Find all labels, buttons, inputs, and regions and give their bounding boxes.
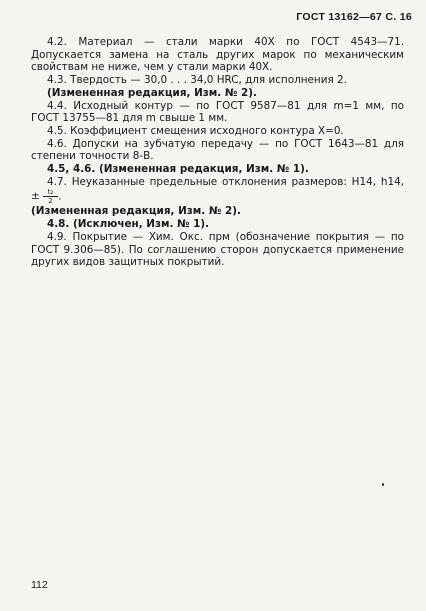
clause-4-3: 4.3. Твердость — 30,0 . . . 34,0 HRC, для исполнения 2. xyxy=(47,74,347,87)
clause-4-6: 4.6. Допуски на зубчатую передачу — по ГОСТ 1643—81 для xyxy=(47,137,404,150)
clause-4-6-line-2: степени точности 8-В. xyxy=(31,150,154,163)
amendment-note-3: (Измененная редакция, Изм. № 2). xyxy=(31,205,241,218)
clause-4-9-line-2: ГОСТ 9.306—85). По соглашению сторон допускается применение xyxy=(31,243,404,256)
clause-4-2-line-2: Допускается замена на сталь других марок по механическим xyxy=(31,48,404,61)
document-body xyxy=(31,36,404,269)
amendment-note-2: 4.5, 4.6. (Измененная редакция, Изм. № 1). xyxy=(47,163,309,176)
formula-end: . xyxy=(58,190,62,203)
amendment-note-1: (Измененная редакция, Изм. № 2). xyxy=(47,86,257,99)
clause-4-9-line-3: других видов защитных покрытий. xyxy=(31,256,225,269)
clause-4-2: 4.2. Материал — стали марки 40Х по ГОСТ 4543—71. xyxy=(47,36,404,48)
clause-4-2-line-3: свойствам не ниже, чем у стали марки 40Х. xyxy=(31,61,273,74)
page-number: 112 xyxy=(31,579,48,591)
clause-4-5: 4.5. Коэффициент смещения исходного контура X=0. xyxy=(47,124,344,137)
scan-speck xyxy=(382,483,384,486)
plus-minus: ± xyxy=(31,190,40,203)
clause-4-8: 4.8. (Исключен, Изм. № 1). xyxy=(47,218,210,231)
clause-4-4-line-2: ГОСТ 13755—81 для m свыше 1 мм. xyxy=(31,112,228,125)
tolerance-fraction xyxy=(43,188,62,206)
clause-4-9: 4.9. Покрытие — Хим. Окс. прм (обозначение покрытия — по xyxy=(47,230,404,243)
fraction-denominator: 2 xyxy=(48,197,53,206)
page-header: ГОСТ 13162—67 С. 16 xyxy=(296,11,412,23)
clause-4-4: 4.4. Исходный контур — по ГОСТ 9587—81 для m=1 мм, по xyxy=(47,99,404,112)
fraction-numerator: t₂ xyxy=(43,188,59,197)
clause-4-7-formula xyxy=(31,188,404,205)
clause-4-7: 4.7. Неуказанные предельные отклонения размеров: Н14, h14, xyxy=(47,175,404,188)
